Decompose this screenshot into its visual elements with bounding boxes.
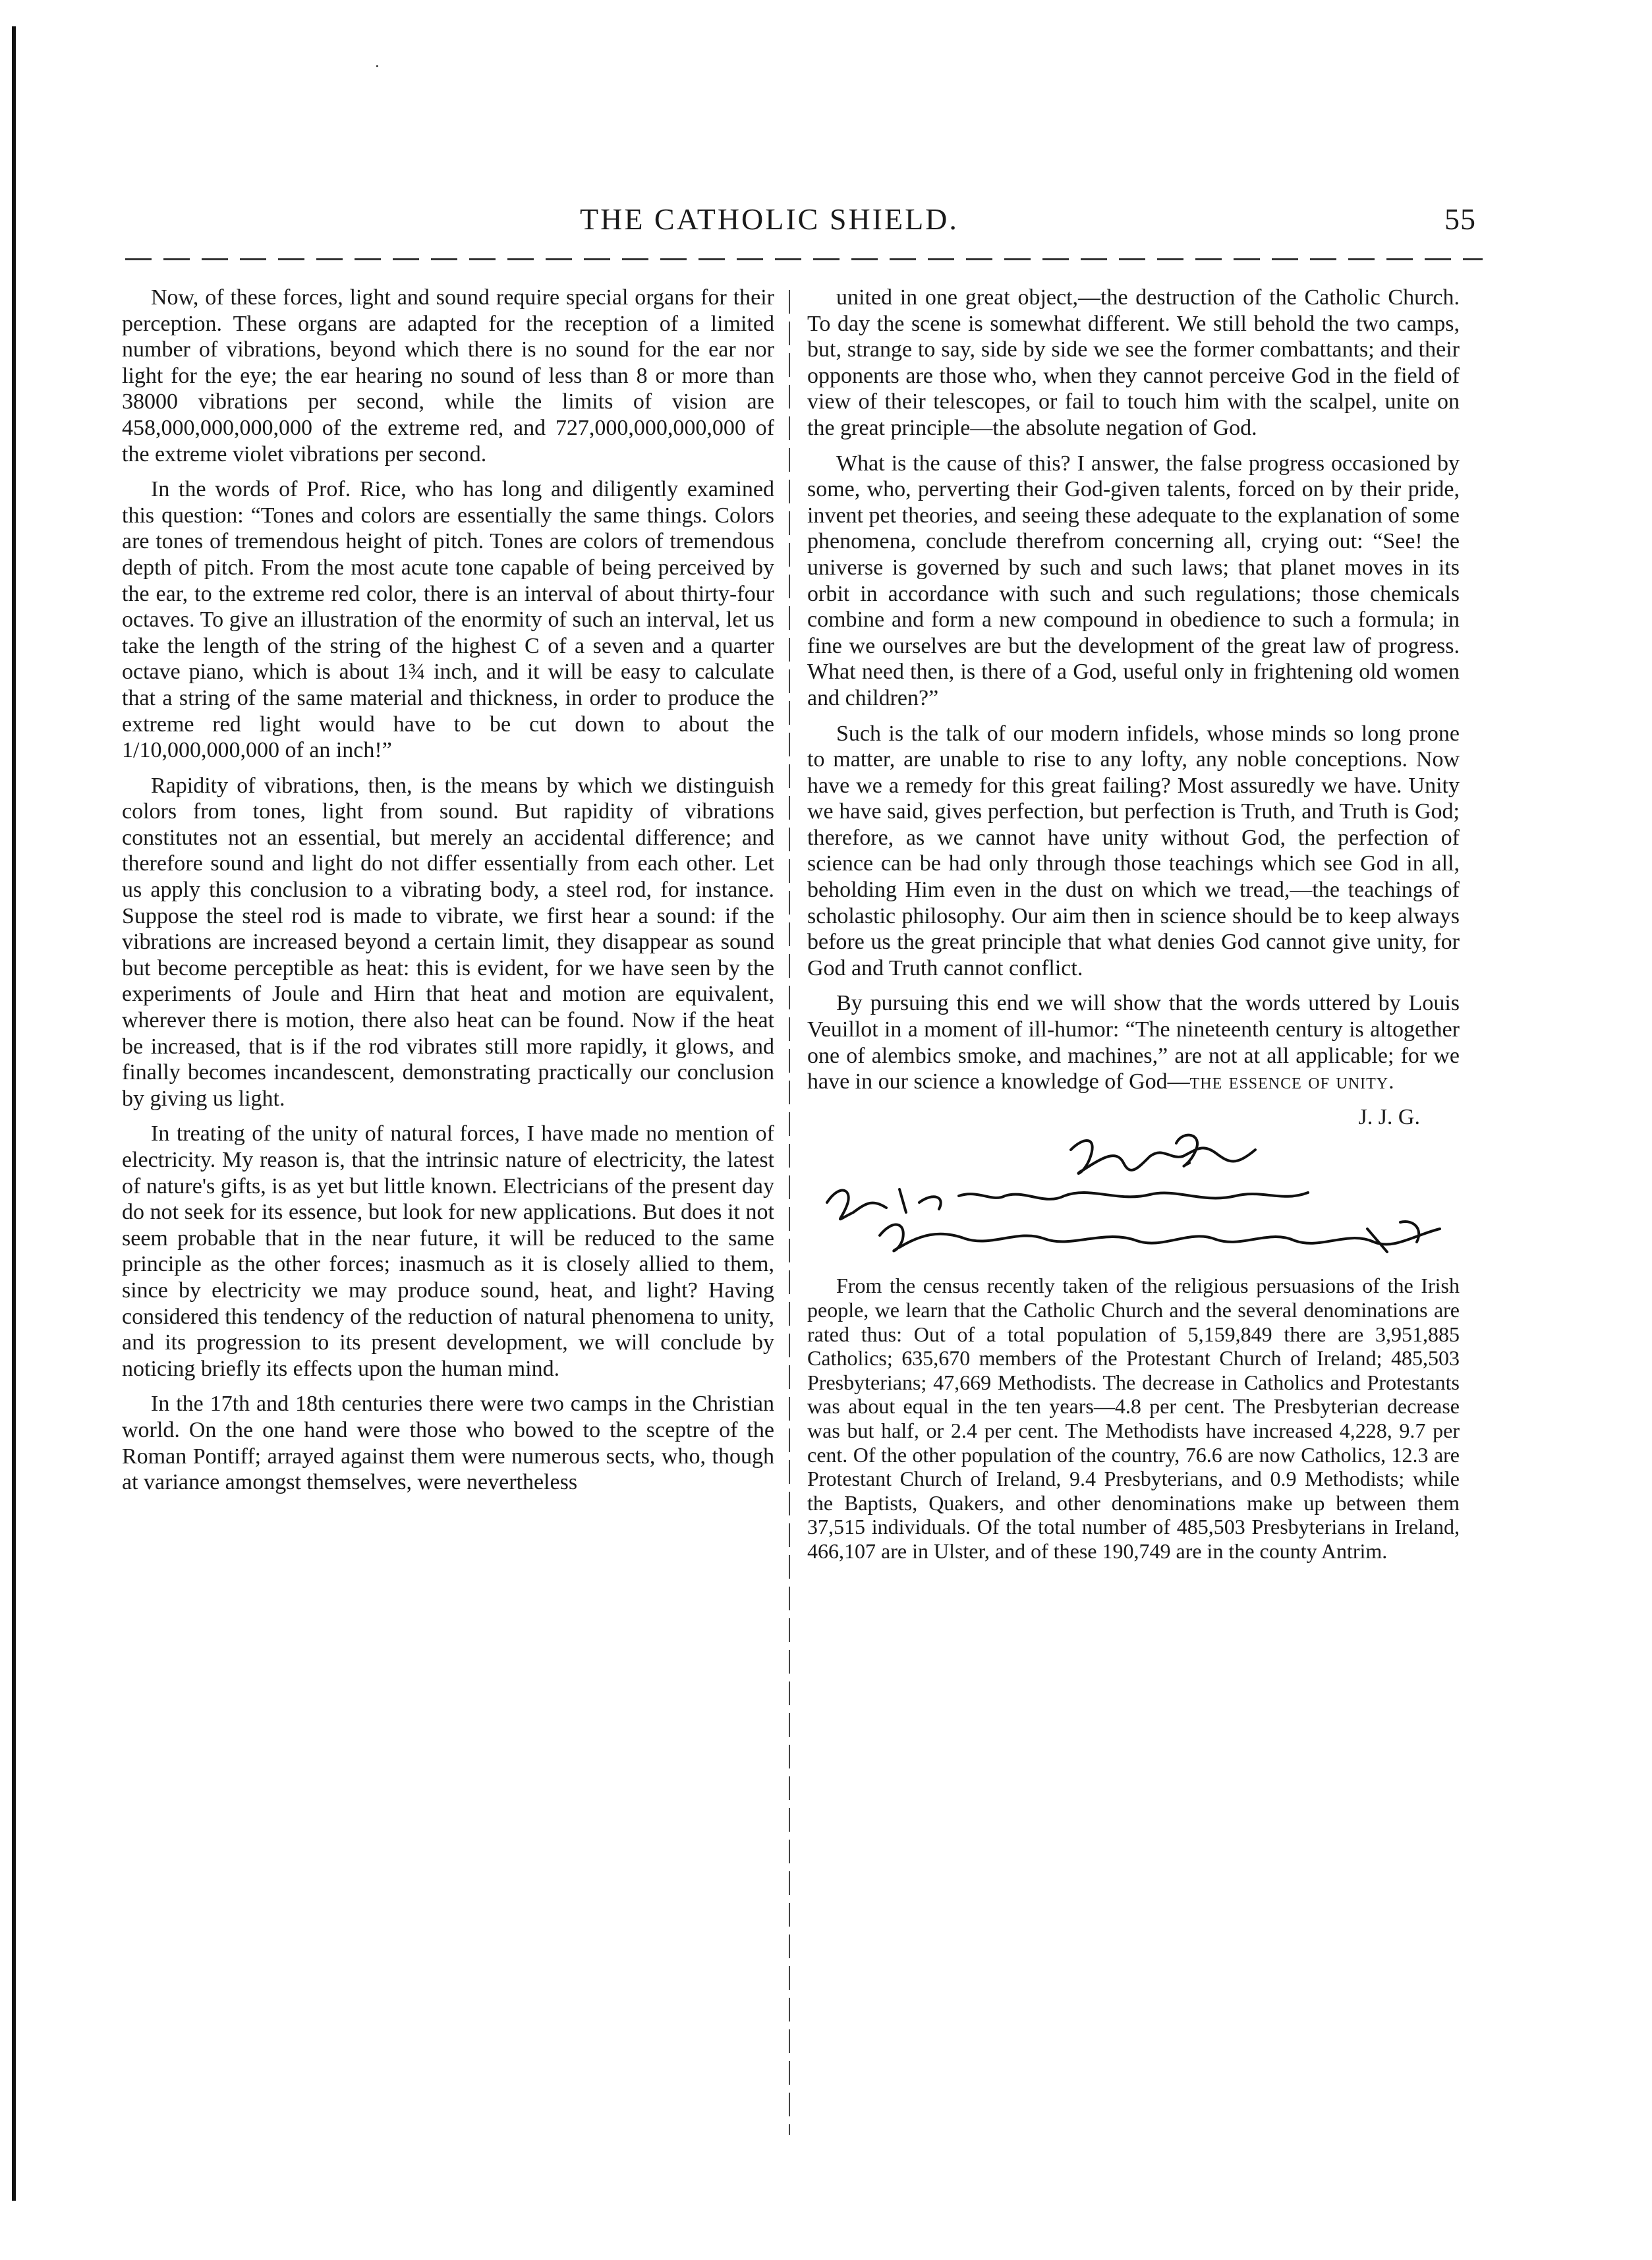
- closing-text: By pursuing this end we will show that the words uttered by Louis Veuillot in a moment of ill-humor: “The nineteenth century is altogether one of alembics smoke, and machines,” are not at all applicable; for we have in our science a knowledge of God—: [807, 991, 1460, 1094]
- handwritten-signature: [807, 1130, 1460, 1268]
- closing-paragraph: [807, 990, 1460, 1094]
- page-edge-rule: [12, 26, 16, 2201]
- right-column: [807, 285, 1460, 1573]
- paragraph: Such is the talk of our modern infidels, whose minds so long prone to matter, are unable to rise to any lofty, any noble conceptions. Now have we a remedy for this great failing? Most assuredly we have. Unity we have said, gives perfection, but perfection is Truth, and Truth is God; therefore, as we cannot have unity without God, the perfection of science can be had only through those teachings which see God in all, beholding Him even in the dust on which we tread,—the teachings of scholastic philosophy. Our aim then in science should be to keep always before us the great principle that what denies God cannot give unity, for God and Truth cannot conflict.: [807, 721, 1460, 980]
- paragraph: What is the cause of this? I answer, the false progress occasioned by some, who, perverting their God-given talents, forced on by their pride, invent pet theories, and seeing these adequate to the explanation of some phenomena, conclude therefrom concerning all, crying out: “See! the universe is governed by such and such laws; that planet moves in its orbit in accordance with such and such regulations; those chemicals combine and form a new compound in obedience to such a formula; in fine we ourselves are but the development of the great law of progress. What need then, is there of a God, useful only in frightening old women and children?”: [807, 451, 1460, 710]
- closing-smallcaps: the essence of unity.: [1189, 1069, 1395, 1094]
- page-number: 55: [1444, 202, 1476, 236]
- running-title: THE CATHOLIC SHIELD.: [580, 202, 959, 236]
- signature-drawing: [807, 1130, 1460, 1268]
- paragraph: In the 17th and 18th centuries there were two camps in the Christian world. On the one hand were those who bowed to the sceptre of the Roman Pontiff; arrayed against them were numerous sects, who, though at variance amongst themselves, were nevertheless: [122, 1392, 774, 1495]
- paragraph: united in one great object,—the destruction of the Catholic Church. To day the scene is somewhat different. We still behold the two camps, but, strange to say, side by side we see the former combattants; and their opponents are those who, when they cannot perceive God in the field of view of their telescopes, or fail to touch him with the scalpel, unite on the great principle—the absolute negation of God.: [807, 285, 1460, 440]
- column-divider: [789, 290, 790, 2135]
- paragraph: Now, of these forces, light and sound require special organs for their perception. These organs are adapted for the reception of a limited number of vibrations, beyond which there is no sound for the ear nor light for the eye; the ear hearing no sound of less than 8 or more than 38000 vibrations per second, while the limits of vision are 458,000,000,000,000 of the extreme red, and 727,000,000,000,000 of the extreme violet vibrations per second.: [122, 285, 774, 466]
- page-speck: ·: [374, 57, 380, 76]
- paragraph: In treating of the unity of natural forces, I have made no mention of electricity. My reason is, that the intrinsic nature of electricity, the latest of nature's gifts, is as yet but little known. Electricians of the present day do not seek for its essence, but look for new applications. But does it not seem probable that in the near future, it will be reduced to the same principle as the other forces; inasmuch as it is closely allied to them, since by electricity we may produce sound, heat, and light? Having considered this tendency of the reduction of natural phenomena to unity, and its progression to its present development, we will conclude by noticing briefly its effects upon the human mind.: [122, 1121, 774, 1381]
- paragraph: In the words of Prof. Rice, who has long and diligently examined this question: “Tones and colors are essentially the same things. Colors are tones of tremendous height of pitch. Tones are colors of tremendous depth of pitch. From the most acute tone capable of being perceived by the ear, to the extreme red color, there is an interval of about thirty-four octaves. To give an illustration of the enormity of such an interval, let us take the length of the string of the highest C of a seven and a quarter octave piano, which is about 1¾ inch, and it will be easy to calculate that a string of the same material and thickness, in order to produce the extreme red light would have to be cut down to about the 1/10,000,000,000 of an inch!”: [122, 477, 774, 763]
- left-column: [122, 285, 774, 1505]
- header-rule: [125, 258, 1483, 260]
- page-header: [580, 202, 1476, 237]
- census-paragraph: From the census recently taken of the religious persuasions of the Irish people, we learn that the Catholic Church and the several denominations are rated thus: Out of a total population of 5,159,849 there are 3,951,885 Catholics; 635,670 members of the Protestant Church of Ireland; 485,503 Presbyterians; 47,669 Methodists. The decrease in Catholics and Protestants was about equal in the ten years—4.8 per cent. The Presbyterian decrease was but half, or 2.4 per cent. The Methodists have increased 4,228, 9.7 per cent. Of the other population of the country, 76.6 are now Catholics, 12.3 are Protestant Church of Ireland, 9.4 Presbyterians, and 0.9 Methodists; while the Baptists, Quakers, and other denominations make up between them 37,515 individuals. Of the total number of 485,503 Presbyterians in Ireland, 466,107 are in Ulster, and of these 190,749 are in the county Antrim.: [807, 1274, 1460, 1563]
- author-initials: J. J. G.: [1358, 1104, 1420, 1129]
- paragraph: Rapidity of vibrations, then, is the means by which we distinguish colors from tones, light from sound. But rapidity of vibrations constitutes not an essential, but merely an accidental difference; and therefore sound and light do not differ essentially from each other. Let us apply this conclusion to a vibrating body, a steel rod, for instance. Suppose the steel rod is made to vibrate, we first hear a sound: if the vibrations are increased beyond a certain limit, they disappear as sound but become perceptible as heat: this is evident, for we have seen by the experiments of Joule and Hirn that heat and motion are equivalent, wherever there is motion, there also heat can be found. Now if the heat be increased, that is if the rod vibrates still more rapidly, it glows, and finally becomes incandescent, demonstrating practically our conclusion by giving us light.: [122, 773, 774, 1111]
